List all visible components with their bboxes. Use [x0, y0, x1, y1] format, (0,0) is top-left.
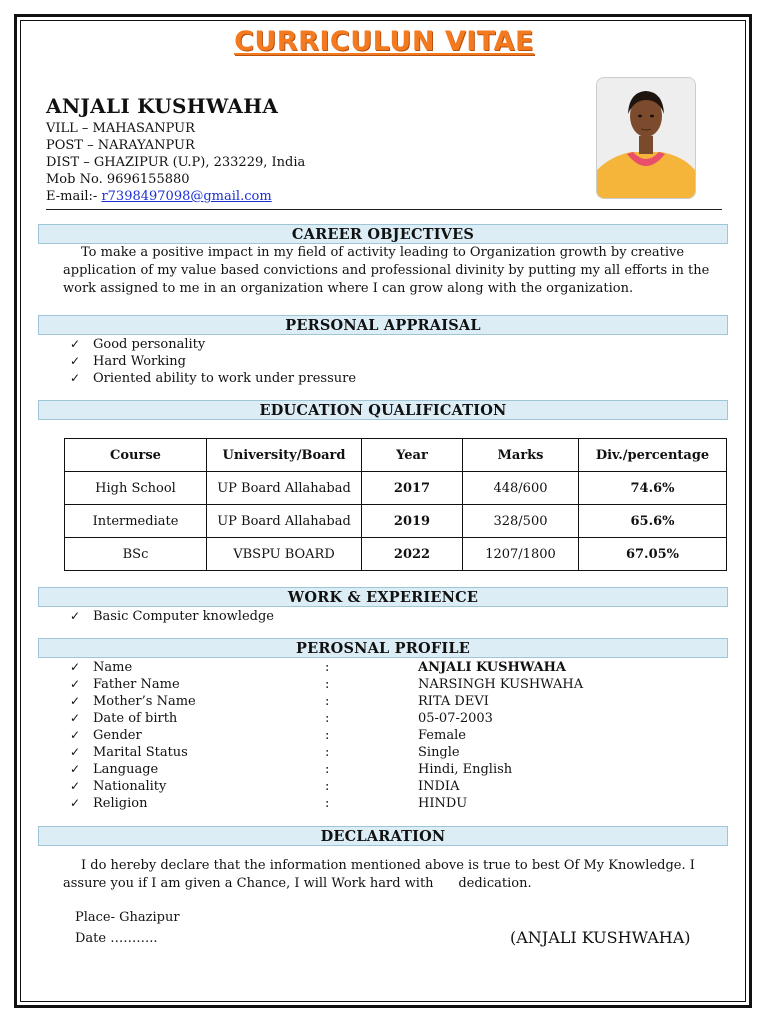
career-text	[63, 244, 723, 298]
cell-course: Intermediate	[65, 505, 207, 538]
appraisal-item	[70, 336, 205, 353]
appraisal-item	[70, 370, 356, 387]
profile-row-dob	[70, 710, 730, 727]
profile-value: HINDU	[418, 796, 468, 811]
profile-colon: :	[325, 728, 330, 743]
col-percentage: Div./percentage	[579, 439, 727, 472]
profile-label: Marital Status	[93, 745, 188, 760]
appraisal-item-text: Good personality	[93, 337, 206, 352]
check-icon: ✓	[70, 609, 81, 623]
profile-colon: :	[325, 711, 330, 726]
table-row	[65, 472, 727, 505]
section-personal-appraisal: PERSONAL APPRAISAL	[38, 315, 728, 335]
check-icon: ✓	[70, 796, 81, 810]
cell-marks: 328/500	[463, 505, 579, 538]
declaration-text	[63, 857, 723, 893]
cell-percentage: 65.6%	[579, 505, 727, 538]
profile-label: Date of birth	[93, 711, 178, 726]
career-text-line-3: work assigned to me in an organization where I can grow along with the organization.	[63, 281, 634, 296]
profile-row-nationality	[70, 778, 730, 795]
date: Date ………..	[75, 931, 158, 946]
candidate-name: ANJALI KUSHWAHA	[46, 94, 279, 118]
profile-photo	[596, 77, 696, 199]
email-link[interactable]: r7398497098@gmail.com	[101, 189, 272, 204]
profile-label: Gender	[93, 728, 142, 743]
profile-value: 05-07-2003	[418, 711, 493, 726]
col-university: University/Board	[207, 439, 362, 472]
profile-value: ANJALI KUSHWAHA	[418, 660, 567, 675]
check-icon: ✓	[70, 711, 81, 725]
check-icon: ✓	[70, 762, 81, 776]
col-marks: Marks	[463, 439, 579, 472]
address-district: DIST – GHAZIPUR (U.P), 233229, India	[46, 155, 306, 170]
check-icon: ✓	[70, 337, 81, 351]
declaration-line-1: I do hereby declare that the information mentioned above is true to best Of My Knowledge. I	[81, 858, 695, 873]
cell-course: High School	[65, 472, 207, 505]
work-item	[70, 608, 274, 625]
col-course: Course	[65, 439, 207, 472]
section-personal-profile: PEROSNAL PROFILE	[38, 638, 728, 658]
cell-marks: 1207/1800	[463, 538, 579, 571]
email-line	[46, 188, 272, 205]
email-label: E-mail:-	[46, 189, 98, 204]
profile-colon: :	[325, 660, 330, 675]
table-row	[65, 505, 727, 538]
profile-photo-image	[597, 78, 695, 198]
profile-row-mother	[70, 693, 730, 710]
check-icon: ✓	[70, 728, 81, 742]
col-year: Year	[362, 439, 463, 472]
career-text-line-2: application of my value based convictions and professional divinity by putting my all efforts in the	[63, 263, 710, 278]
profile-row-religion	[70, 795, 730, 812]
profile-colon: :	[325, 762, 330, 777]
check-icon: ✓	[70, 660, 81, 674]
profile-label: Father Name	[93, 677, 180, 692]
address-post: POST – NARAYANPUR	[46, 138, 195, 153]
profile-colon: :	[325, 694, 330, 709]
education-table	[64, 438, 727, 571]
section-education: EDUCATION QUALIFICATION	[38, 400, 728, 420]
cell-university: UP Board Allahabad	[207, 472, 362, 505]
profile-value: Single	[418, 745, 460, 760]
cell-university: UP Board Allahabad	[207, 505, 362, 538]
header-divider	[46, 209, 722, 210]
career-text-line-1: To make a positive impact in my field of activity leading to Organization growth by creative	[81, 245, 685, 260]
profile-value: RITA DEVI	[418, 694, 489, 709]
profile-row-gender	[70, 727, 730, 744]
cell-year: 2022	[362, 538, 463, 571]
profile-row-name	[70, 659, 730, 676]
profile-value: INDIA	[418, 779, 460, 794]
check-icon: ✓	[70, 694, 81, 708]
appraisal-item-text: Hard Working	[93, 354, 187, 369]
table-row	[65, 538, 727, 571]
declaration-line-2: assure you if I am given a Chance, I will Work hard with dedication.	[63, 876, 532, 891]
cell-percentage: 74.6%	[579, 472, 727, 505]
profile-row-language	[70, 761, 730, 778]
cell-marks: 448/600	[463, 472, 579, 505]
check-icon: ✓	[70, 371, 81, 385]
section-career-objectives: CAREER OBJECTIVES	[38, 224, 728, 244]
profile-value: Hindi, English	[418, 762, 513, 777]
profile-value: NARSINGH KUSHWAHA	[418, 677, 584, 692]
education-header-row	[65, 439, 727, 472]
profile-label: Religion	[93, 796, 148, 811]
check-icon: ✓	[70, 779, 81, 793]
profile-label: Mother’s Name	[93, 694, 196, 709]
cell-university: VBSPU BOARD	[207, 538, 362, 571]
profile-label: Name	[93, 660, 133, 675]
work-item-text: Basic Computer knowledge	[93, 609, 274, 624]
check-icon: ✓	[70, 354, 81, 368]
profile-row-father	[70, 676, 730, 693]
cell-year: 2019	[362, 505, 463, 538]
appraisal-item-text: Oriented ability to work under pressure	[93, 371, 357, 386]
section-work-experience: WORK & EXPERIENCE	[38, 587, 728, 607]
profile-value: Female	[418, 728, 466, 743]
profile-label: Nationality	[93, 779, 167, 794]
section-declaration: DECLARATION	[38, 826, 728, 846]
profile-colon: :	[325, 745, 330, 760]
document-title: CURRICULUN VITAE	[234, 26, 534, 57]
profile-row-marital	[70, 744, 730, 761]
check-icon: ✓	[70, 745, 81, 759]
address-village: VILL – MAHASANPUR	[46, 121, 195, 136]
check-icon: ✓	[70, 677, 81, 691]
profile-colon: :	[325, 677, 330, 692]
cell-percentage: 67.05%	[579, 538, 727, 571]
profile-colon: :	[325, 796, 330, 811]
cell-year: 2017	[362, 472, 463, 505]
signature-name: (ANJALI KUSHWAHA)	[510, 928, 691, 947]
profile-label: Language	[93, 762, 159, 777]
profile-colon: :	[325, 779, 330, 794]
cell-course: BSc	[65, 538, 207, 571]
appraisal-item	[70, 353, 186, 370]
mobile-number: Mob No. 9696155880	[46, 172, 190, 187]
place: Place- Ghazipur	[75, 910, 180, 925]
